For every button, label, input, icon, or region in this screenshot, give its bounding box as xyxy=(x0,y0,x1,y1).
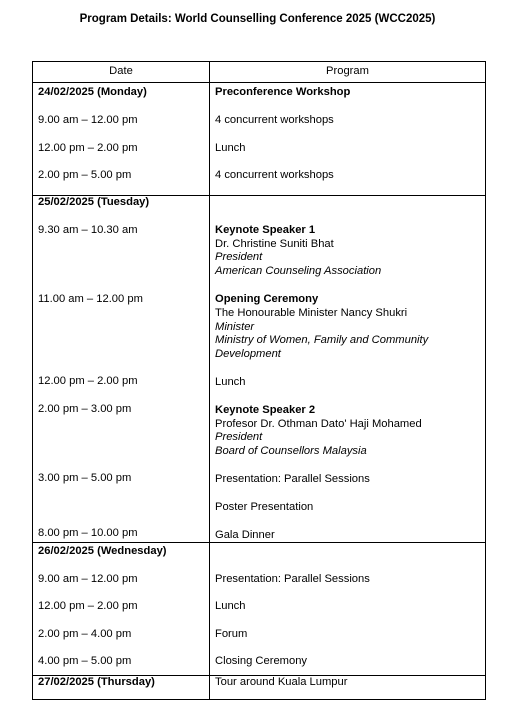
speaker-role: President xyxy=(215,251,263,264)
time-slot: 9.30 am – 10.30 am xyxy=(38,223,138,236)
program-table xyxy=(32,61,486,700)
program-item: Presentation: Parallel Sessions xyxy=(215,573,370,586)
date-cell xyxy=(33,676,210,700)
document-title: Program Details: World Counselling Conference 2025 (WCC2025) xyxy=(79,13,436,25)
speaker-name: Profesor Dr. Othman Dato' Haji Mohamed xyxy=(215,417,422,430)
speaker-organization: American Counseling Association xyxy=(215,265,382,278)
date-cell xyxy=(33,196,210,543)
day-block-wednesday xyxy=(33,543,486,676)
opening-ceremony-block xyxy=(215,293,480,362)
program-column-header: Program xyxy=(210,62,486,83)
program-item: Presentation: Parallel Sessions xyxy=(215,472,370,485)
time-slot: 9.00 am – 12.00 pm xyxy=(38,573,138,586)
day-label: 24/02/2025 (Monday) xyxy=(38,86,147,98)
time-slot: 12.00 pm – 2.00 pm xyxy=(38,141,138,154)
time-slot: 9.00 am – 12.00 pm xyxy=(38,113,138,126)
program-item: Closing Ceremony xyxy=(215,655,308,668)
speaker-organization: Ministry of Women, Family and Community xyxy=(215,334,429,347)
time-slot: 2.00 pm – 3.00 pm xyxy=(38,403,132,416)
program-item: Lunch xyxy=(215,141,246,154)
time-slot: 2.00 pm – 4.00 pm xyxy=(38,627,132,640)
time-slot: 2.00 pm – 5.00 pm xyxy=(38,169,132,182)
program-heading: Keynote Speaker 1 xyxy=(215,223,316,236)
header-row xyxy=(33,62,486,83)
speaker-organization: Development xyxy=(215,348,281,361)
keynote-1-block xyxy=(215,224,480,279)
program-cell xyxy=(210,83,486,196)
program-item: Gala Dinner xyxy=(215,528,275,541)
program-cell xyxy=(210,196,486,543)
time-slot: 12.00 pm – 2.00 pm xyxy=(38,375,138,388)
program-cell xyxy=(210,676,486,700)
speaker-organization: Board of Counsellors Malaysia xyxy=(215,445,367,458)
program-item: 4 concurrent workshops xyxy=(215,113,334,126)
day-block-monday xyxy=(33,83,486,196)
date-cell xyxy=(33,83,210,196)
speaker-name: The Honourable Minister Nancy Shukri xyxy=(215,306,408,319)
day-label: 27/02/2025 (Thursday) xyxy=(38,676,155,689)
time-slot: 4.00 pm – 5.00 pm xyxy=(38,655,132,668)
time-slot: 3.00 pm – 5.00 pm xyxy=(38,471,132,484)
keynote-2-block xyxy=(215,404,480,459)
day-program: Preconference Workshop xyxy=(215,86,351,98)
day-block-tuesday xyxy=(33,196,486,543)
date-column-header: Date xyxy=(33,62,210,83)
speaker-role: Minister xyxy=(215,320,255,333)
program-item: Lunch xyxy=(215,600,246,613)
program-cell xyxy=(210,543,486,676)
time-slot: 12.00 pm – 2.00 pm xyxy=(38,600,138,613)
program-item: 4 concurrent workshops xyxy=(215,169,334,182)
program-item: Lunch xyxy=(215,375,246,388)
program-heading: Opening Ceremony xyxy=(215,292,319,305)
time-slot: 8.00 pm – 10.00 pm xyxy=(38,526,138,539)
day-label: 25/02/2025 (Tuesday) xyxy=(38,196,150,208)
speaker-name: Dr. Christine Suniti Bhat xyxy=(215,237,334,250)
program-item: Tour around Kuala Lumpur xyxy=(215,676,348,689)
day-label: 26/02/2025 (Wednesday) xyxy=(38,545,167,558)
time-slot: 11.00 am – 12.00 pm xyxy=(38,292,143,305)
speaker-role: President xyxy=(215,431,263,444)
program-heading: Keynote Speaker 2 xyxy=(215,403,316,416)
program-item: Forum xyxy=(215,627,248,640)
day-block-thursday xyxy=(33,676,486,700)
date-cell xyxy=(33,543,210,676)
program-item: Poster Presentation xyxy=(215,500,314,513)
